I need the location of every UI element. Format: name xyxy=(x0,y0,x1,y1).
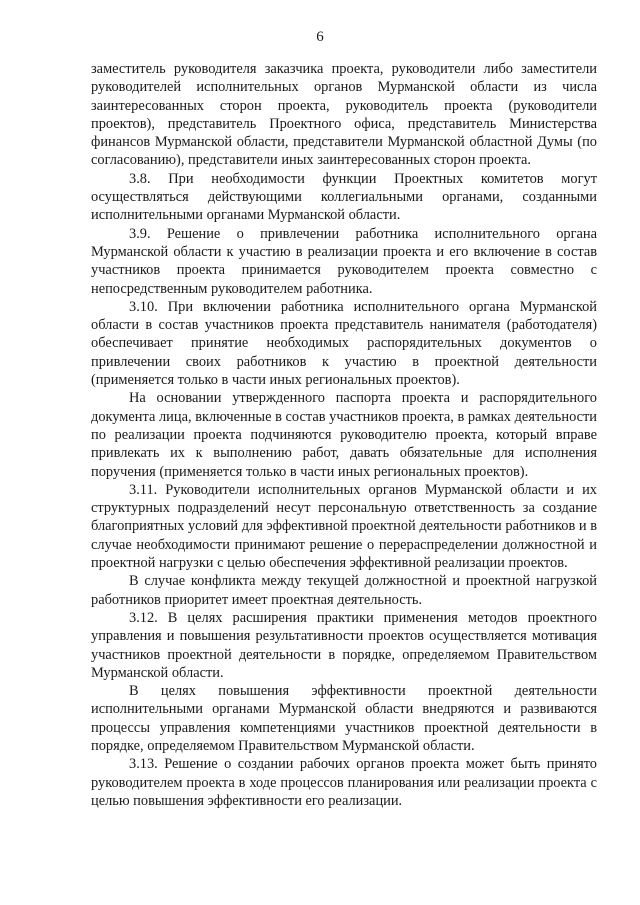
paragraph-3-10-continued: На основании утвержденного паспорта проекта и распорядительного документа лица, включенные в состав участников проекта, в рамках деятельности по реализации проекта подчиняются руководителю проекта, который вправе привлекать их к выполнению работ, давать обязательные для исполнения поручения (применяется только в части иных региональных проектов). xyxy=(91,390,597,480)
paragraph-3-9: 3.9. Решение о привлечении работника исполнительного органа Мурманской области к участию в реализации проекта и его включение в состав участников проекта принимается руководителем проекта совместно с непосредственным руководителем работника. xyxy=(91,225,597,297)
paragraph-3-13: 3.13. Решение о создании рабочих органов проекта может быть принято руководителем проекта в ходе процессов планирования или реализации проекта с целью повышения эффективности его реализации. xyxy=(91,756,597,809)
paragraph-3-11-continued: В случае конфликта между текущей должностной и проектной нагрузкой работников приоритет имеет проектная деятельность. xyxy=(91,573,597,608)
page-number: 6 xyxy=(316,29,324,45)
paragraph-3-12: 3.12. В целях расширения практики применения методов проектного управления и повышения результативности проектов осуществляется мотивация участников проектной деятельности в порядке, определяемом Правительством Мурманской области. xyxy=(91,609,597,681)
paragraph-3-12-continued: В целях повышения эффективности проектной деятельности исполнительными органами Мурманской области внедряются и развиваются процессы управления компетенциями участников проектной деятельности в порядке, определяемом Правительством Мурманской области. xyxy=(91,683,597,754)
paragraph-3-11: 3.11. Руководители исполнительных органов Мурманской области и их структурных подразделений несут персональную ответственность за создание благоприятных условий для эффективной проектной деятельности работников и в случае необходимости принимают решение о перераспределении должностной и проектной нагрузки с целью обеспечения эффективной реализации проектов. xyxy=(91,481,597,572)
paragraph-1: заместитель руководителя заказчика проекта, руководители либо заместители руководителей исполнительных органов Мурманской области из числа заинтересованных сторон проекта, руководитель проекта (руководители проектов), представитель Проектного офиса, представитель Министерства финансов Мурманской области, представители Мурманской областной Думы (по согласованию), представители иных заинтересованных сторон проекта. xyxy=(91,61,597,169)
paragraph-3-10: 3.10. При включении работника исполнительного органа Мурманской области в состав участников проекта представитель нанимателя (работодателя) обеспечивает принятие необходимых распорядительных документов о привлечении своих работников к участию в проектной деятельности (применяется только в части иных региональных проектов). xyxy=(91,298,597,389)
document-body xyxy=(91,60,597,810)
paragraph-3-8: 3.8. При необходимости функции Проектных комитетов могут осуществляться действующими коллегиальными органами, созданными исполнительными органами Мурманской области. xyxy=(91,170,597,224)
